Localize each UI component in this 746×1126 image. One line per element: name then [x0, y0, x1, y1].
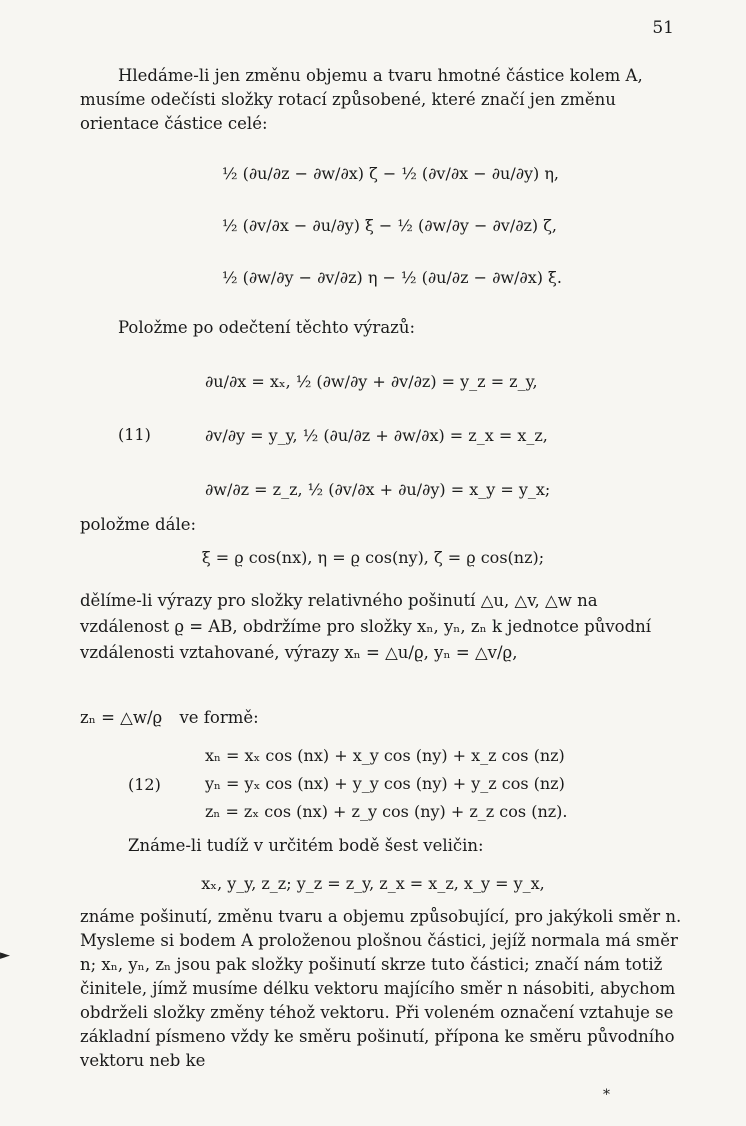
six-quantities-list: xₓ, y_y, z_z; y_z = z_y, z_x = x_z, x_y = y_x, — [201, 874, 545, 893]
equation-12 — [205, 742, 568, 826]
intro-text: Hledáme-li jen změnu objemu a tvaru hmotné částice kolem A, musíme odečísti složky rotací způsobené, které značí jen změnu orientace částice celé: — [80, 66, 643, 133]
further-label: položme dále: — [80, 515, 197, 534]
zn-suffix: ve formě: — [179, 708, 259, 727]
equation-12-number: (12) — [128, 775, 161, 794]
equation-row: xₙ = xₓ cos (nx) + x_y cos (ny) + x_z cos (nz) — [205, 746, 565, 765]
division-text: dělíme-li výrazy pro složky relativného pošinutí △u, △v, △w na vzdálenost ϱ = AB, obdržíme pro složky xₙ, yₙ, zₙ k jednotce původní vzdálenosti vztahované, výrazy xₙ = △u/ϱ, yₙ = △v/ϱ, — [80, 591, 652, 662]
zn-expression: zₙ = △w/ϱ — [80, 708, 163, 727]
closing-paragraph — [80, 905, 690, 1073]
rotation-terms — [222, 148, 562, 304]
after-subtraction-text: Položme po odečtení těchto výrazů: — [118, 318, 416, 337]
equation-row: yₙ = yₓ cos (nx) + y_y cos (ny) + y_z cos (nz) — [205, 774, 565, 793]
division-paragraph — [80, 588, 690, 666]
equation-row: zₙ = zₓ cos (nx) + z_y cos (ny) + z_z cos (nz). — [205, 802, 568, 821]
closing-text: známe pošinutí, změnu tvaru a objemu způsobující, pro jakýkoli směr n. Mysleme si bodem A proloženou plošnou částici, jejíž normala má směr n; xₙ, yₙ, zₙ jsou pak složky pošinutí skrze tuto částici; značí nám totiž činitele, jímž musíme délku vektoru majícího směr n násobiti, abychom obdrželi složky změny téhož vektoru. Při voleném označení vztahuje se základní písmeno vždy ke směru pošinutí, přípona ke směru původního vektoru neb ke — [80, 907, 682, 1070]
zn-line — [80, 708, 690, 727]
intro-paragraph — [80, 64, 690, 136]
rotation-term-row: ½ (∂v/∂x − ∂u/∂y) ξ − ½ (∂w/∂y − ∂v/∂z) ζ, — [222, 216, 557, 235]
footer-mark: * — [603, 1087, 610, 1103]
six-quantities-text: Známe-li tudíž v určitém bodě šest veličin: — [128, 836, 484, 855]
direction-cosines: ξ = ϱ cos(nx), η = ϱ cos(ny), ζ = ϱ cos(nz); — [201, 548, 545, 567]
equation-row: ∂v/∂y = y_y, ½ (∂u/∂z + ∂w/∂x) = z_x = x_z, — [205, 426, 548, 445]
edge-arrow-icon: ► — [0, 948, 10, 963]
equation-11 — [205, 355, 550, 517]
equation-row: ∂w/∂z = z_z, ½ (∂v/∂x + ∂u/∂y) = x_y = y_x; — [205, 480, 551, 499]
page-number: 51 — [652, 18, 674, 38]
equation-row: ∂u/∂x = xₓ, ½ (∂w/∂y + ∂v/∂z) = y_z = z_y, — [205, 372, 538, 391]
equation-11-number: (11) — [118, 425, 151, 444]
rotation-term-row: ½ (∂u/∂z − ∂w/∂x) ζ − ½ (∂v/∂x − ∂u/∂y) η, — [222, 164, 560, 183]
rotation-term-row: ½ (∂w/∂y − ∂v/∂z) η − ½ (∂u/∂z − ∂w/∂x) ξ. — [222, 268, 562, 287]
